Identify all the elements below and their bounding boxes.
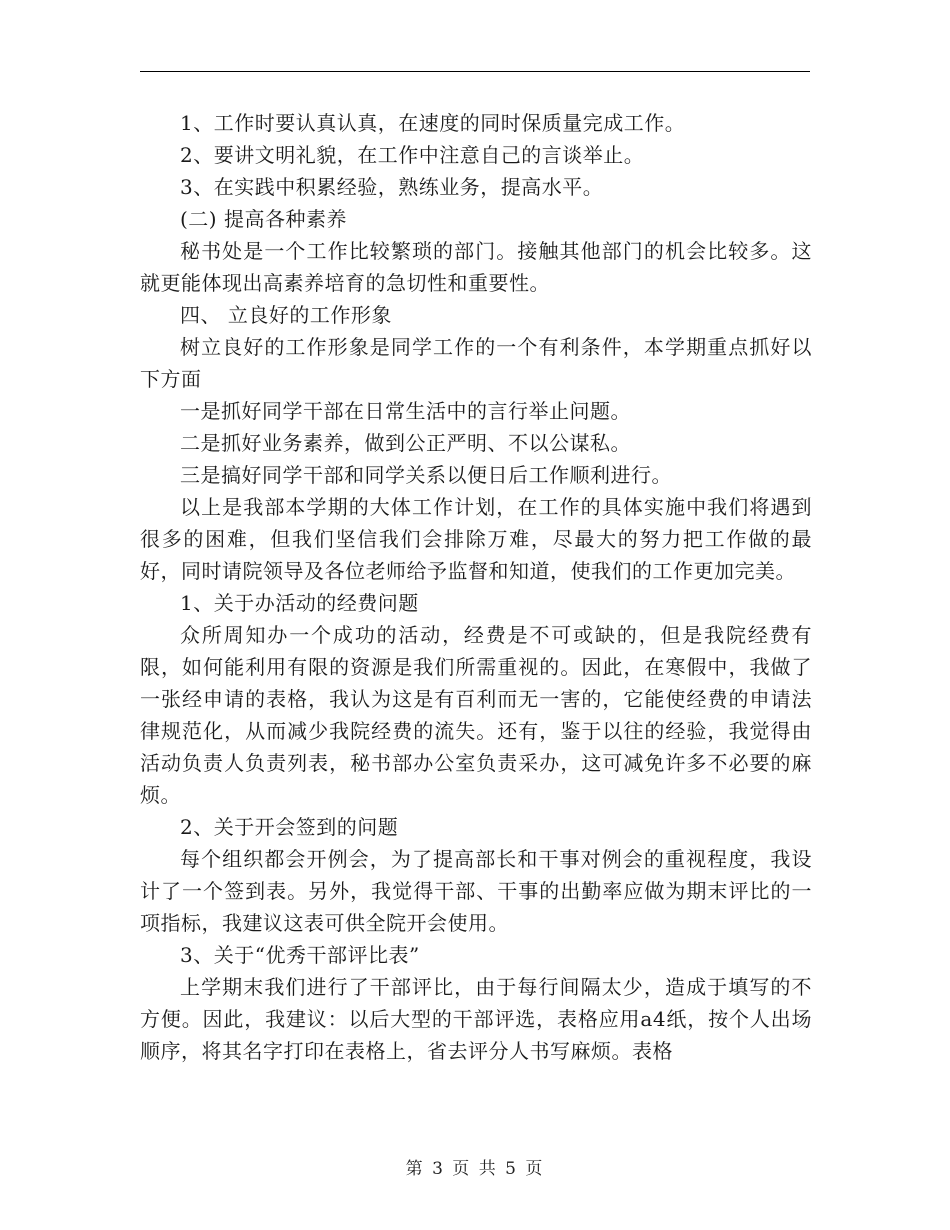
paragraph-9: 二是抓好业务素养，做到公正严明、不以公谋私。 xyxy=(180,431,631,455)
paragraph-3: 3、在实践中积累经验，熟练业务，提高水平。 xyxy=(180,175,604,199)
paragraph-2: 2、要讲文明礼貌，在工作中注意自己的言谈举止。 xyxy=(180,143,645,167)
paragraph-17: 上学期末我们进行了干部评比，由于每行间隔太少，造成于填写的不方便。因此，我建议：以后大型的干部评选，表格应用a4纸，按个人出场顺序，将其名字打印在表格上，省去评分人书写麻烦。表格 xyxy=(140,975,812,1063)
paragraph-13: 众所周知办一个成功的活动，经费是不可或缺的，但是我院经费有限，如何能利用有限的资源是我们所需重视的。因此，在寒假中，我做了一张经申请的表格，我认为这是有百利而无一害的，它能使经费的申请法律规范化，从而减少我院经费的流失。还有，鉴于以往的经验，我觉得由活动负责人负责列表，秘书部办公室负责采办，这可减免许多不必要的麻烦。 xyxy=(140,623,812,807)
header-rule xyxy=(140,71,810,72)
subheading-evaluation: 3、关于“优秀干部评比表” xyxy=(180,943,420,967)
subheading-signin: 2、关于开会签到的问题 xyxy=(180,815,399,839)
subheading-funding: 1、关于办活动的经费问题 xyxy=(180,591,419,615)
paragraph-11: 以上是我部本学期的大体工作计划，在工作的具体实施中我们将遇到很多的困难，但我们坚信我们会排除万难，尽最大的努力把工作做的最好，同时请院领导及各位老师给予监督和知道，使我们的工作更加完美。 xyxy=(140,495,812,583)
document-body xyxy=(140,107,812,1067)
paragraph-5: 秘书处是一个工作比较繁琐的部门。接触其他部门的机会比较多。这就更能体现出高素养培育的急切性和重要性。 xyxy=(140,239,812,295)
paragraph-8: 一是抓好同学干部在日常生活中的言行举止问题。 xyxy=(180,399,631,423)
section-heading-4: 四、 立良好的工作形象 xyxy=(180,303,392,327)
paragraph-1: 1、工作时要认真认真，在速度的同时保质量完成工作。 xyxy=(180,111,686,135)
page-number: 第 3 页 共 5 页 xyxy=(405,1159,545,1179)
paragraph-10: 三是搞好同学干部和同学关系以便日后工作顺利进行。 xyxy=(180,463,672,487)
paragraph-15: 每个组织都会开例会，为了提高部长和干事对例会的重视程度，我设计了一个签到表。另外，我觉得干部、干事的出勤率应做为期末评比的一项指标，我建议这表可供全院开会使用。 xyxy=(140,847,812,935)
paragraph-7: 树立良好的工作形象是同学工作的一个有利条件，本学期重点抓好以下方面 xyxy=(140,335,812,391)
section-heading-2: (二) 提高各种素养 xyxy=(180,207,347,231)
